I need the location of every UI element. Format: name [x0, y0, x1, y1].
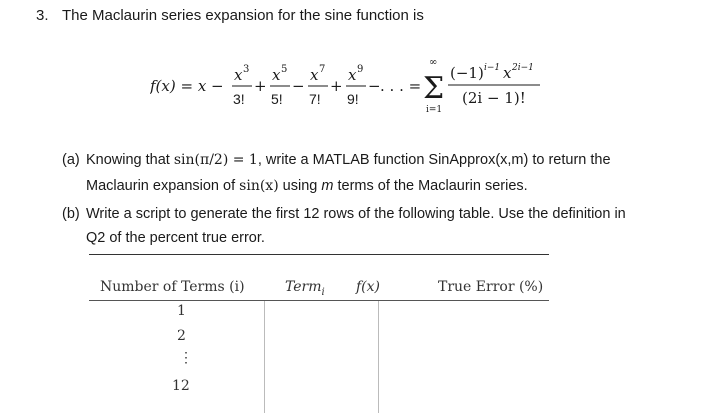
sum-sigma: Σ — [423, 71, 445, 106]
header-term-sub: i — [321, 286, 325, 298]
part-a-var: m — [321, 178, 334, 194]
table-row-value: 12 — [172, 378, 190, 394]
part-a-math: sin(π/2) = 1 — [173, 152, 258, 168]
term-num: x — [310, 66, 319, 84]
term-den: 7! — [309, 91, 321, 107]
part-a-text: Knowing that — [86, 152, 174, 168]
part-a-text: Maclaurin expansion of — [86, 178, 240, 194]
sum-numerator: (−1) — [450, 64, 484, 82]
term-exp: 9 — [357, 64, 364, 75]
formula-ellipsis: . . . = — [380, 77, 422, 95]
question-text: The Maclaurin series expansion for the sine function is — [62, 7, 424, 24]
part-a-line-2 — [86, 175, 528, 198]
part-a-text: terms of the Maclaurin series. — [333, 178, 528, 194]
sum-lower: i=1 — [426, 105, 443, 115]
term-op: + — [330, 77, 343, 95]
maclaurin-formula — [150, 52, 570, 122]
part-a-line-1 — [86, 149, 611, 172]
question-number: 3. — [36, 7, 49, 24]
column-separator — [264, 301, 265, 413]
part-b-line-1: Write a script to generate the first 12 rows of the following table. Use the definition in — [86, 206, 626, 222]
term-exp: 7 — [319, 64, 326, 75]
term-op: + — [254, 77, 267, 95]
term-den: 3! — [233, 91, 245, 107]
header-fx: f(x) — [356, 279, 381, 295]
sum-denominator: (2i − 1)! — [462, 89, 526, 107]
term-exp: 3 — [243, 64, 250, 75]
term-num: x — [272, 66, 281, 84]
header-number-of-terms: Number of Terms (i) — [100, 279, 245, 295]
sum-num-x: x — [503, 64, 512, 82]
sum-num-exp: i−1 — [484, 63, 501, 73]
term-op: − — [368, 77, 381, 95]
header-term — [285, 279, 325, 298]
table-header-rule — [89, 300, 549, 301]
part-a-label: (a) — [62, 152, 80, 168]
header-true-error: True Error (%) — [438, 279, 544, 295]
table-row-value: 1 — [177, 303, 186, 319]
part-a-text: using — [278, 178, 322, 194]
term-exp: 5 — [281, 64, 288, 75]
formula-lhs: f(x) = x − — [150, 77, 224, 95]
term-num: x — [234, 66, 243, 84]
table-row-value: ⋮ — [179, 350, 193, 366]
part-b-label: (b) — [62, 206, 80, 222]
sum-upper: ∞ — [429, 57, 438, 68]
table-row-value: 2 — [177, 328, 186, 344]
term-den: 5! — [271, 91, 283, 107]
sum-num-x-exp: 2i−1 — [512, 63, 534, 73]
table-top-rule — [89, 254, 549, 255]
column-separator — [378, 301, 379, 413]
header-term-text: Term — [285, 279, 322, 295]
part-a-math: sin(x) — [239, 178, 279, 194]
term-den: 9! — [347, 91, 359, 107]
part-a-text: , write a MATLAB function SinApprox(x,m) to return the — [257, 152, 611, 168]
part-b-line-2: Q2 of the percent true error. — [86, 230, 265, 246]
term-num: x — [348, 66, 357, 84]
term-op: − — [292, 77, 305, 95]
